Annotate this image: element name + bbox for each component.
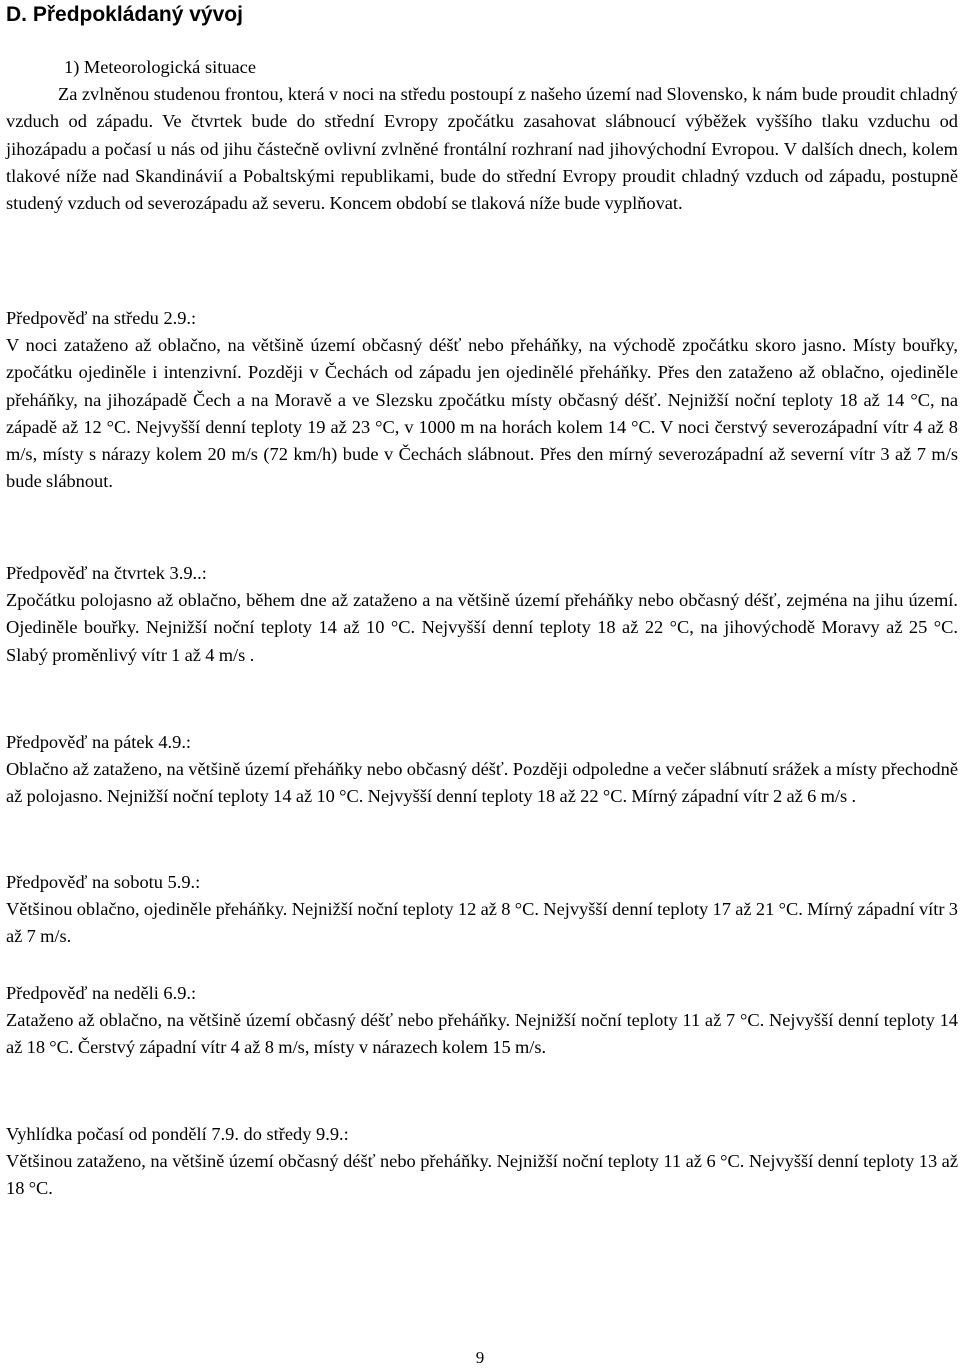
section-forecast-wednesday bbox=[6, 305, 958, 495]
section-forecast-friday bbox=[6, 729, 958, 811]
section-paragraph: Zataženo až oblačno, na většině území občasný déšť nebo přeháňky. Nejnižší noční teploty 11 až 7 °C. Nejvyšší denní teploty 14 až 18 °C. Čerstvý západní vítr 4 až 8 m/s, místy v nárazech kolem 15 m/s. bbox=[6, 1010, 958, 1058]
section-title: Předpověď na středu 2.9.: bbox=[6, 308, 197, 328]
section-paragraph: Za zvlněnou studenou frontou, která v noci na středu postoupí z našeho území nad Slovensko, k nám bude proudit chladný vzduch od západu. Ve čtvrtek bude do střední Evropy zpočátku zasahovat slábnoucí výběžek vyššího tlaku vzduchu od jihozápadu a počasí u nás od jihu částečně ovlivní zvlněné frontální rozhraní nad jihovýchodní Evropou. V dalších dnech, kolem tlakové níže nad Skandinávií a Pobaltskými republikami, bude do střední Evropy proudit chladný vzduch od západu, postupně studený vzduch od severozápadu až severu. Koncem období se tlaková níže bude vyplňovat. bbox=[6, 84, 958, 214]
section-title: 1) Meteorologická situace bbox=[64, 57, 257, 77]
section-paragraph: Většinou zataženo, na většině území občasný déšť nebo přeháňky. Nejnižší noční teploty 11 až 6 °C. Nejvyšší denní teploty 13 až 18 °C. bbox=[6, 1151, 958, 1199]
page-number: 9 bbox=[475, 1348, 485, 1367]
section-paragraph: Většinou oblačno, ojediněle přeháňky. Nejnižší noční teploty 12 až 8 °C. Nejvyšší denní teploty 17 až 21 °C. Mírný západní vítr 3 až 7 m/s. bbox=[6, 899, 958, 947]
section-title: Předpověď na sobotu 5.9.: bbox=[6, 872, 201, 892]
section-forecast-saturday bbox=[6, 869, 958, 951]
section-forecast-sunday bbox=[6, 980, 958, 1062]
section-paragraph: Zpočátku polojasno až oblačno, během dne až zataženo a na většině území přeháňky nebo občasný déšť, zejména na jihu území. Ojediněle bouřky. Nejnižší noční teploty 14 až 10 °C. Nejvyšší denní teploty 18 až 22 °C, na jihovýchodě Moravy až 25 °C. Slabý proměnlivý vítr 1 až 4 m/s . bbox=[6, 590, 958, 665]
section-paragraph: Oblačno až zataženo, na většině území přeháňky nebo občasný déšť. Později odpoledne a večer slábnutí srážek a místy přechodně až polojasno. Nejnižší noční teploty 14 až 10 °C. Nejvyšší denní teploty 18 až 22 °C. Mírný západní vítr 2 až 6 m/s . bbox=[6, 759, 958, 807]
section-forecast-thursday bbox=[6, 560, 958, 669]
section-meteorological-situation bbox=[6, 54, 958, 217]
section-title: Předpověď na pátek 4.9.: bbox=[6, 732, 192, 752]
section-paragraph: V noci zataženo až oblačno, na většině území občasný déšť nebo přeháňky, na východě zpočátku skoro jasno. Místy bouřky, zpočátku ojediněle i intenzivní. Později v Čechách od západu jen ojedinělé přeháňky. Přes den zataženo až oblačno, ojediněle přeháňky, na jihozápadě Čech a na Moravě a ve Slezsku zpočátku místy občasný déšť. Nejnižší noční teploty 18 až 14 °C, na západě až 12 °C. Nejvyšší denní teploty 19 až 23 °C, v 1000 m na horách kolem 14 °C. V noci čerstvý severozápadní vítr 4 až 8 m/s, místy s nárazy kolem 20 m/s (72 km/h) bude v Čechách slábnout. Přes den mírný severozápadní až severní vítr 3 až 7 m/s bude slábnout. bbox=[6, 335, 958, 492]
document-heading: D. Předpokládaný vývoj bbox=[6, 3, 243, 26]
section-outlook bbox=[6, 1121, 958, 1203]
section-title: Předpověď na čtvrtek 3.9..: bbox=[6, 563, 207, 583]
section-title: Předpověď na neděli 6.9.: bbox=[6, 983, 197, 1003]
section-title: Vyhlídka počasí od pondělí 7.9. do středy 9.9.: bbox=[6, 1124, 349, 1144]
